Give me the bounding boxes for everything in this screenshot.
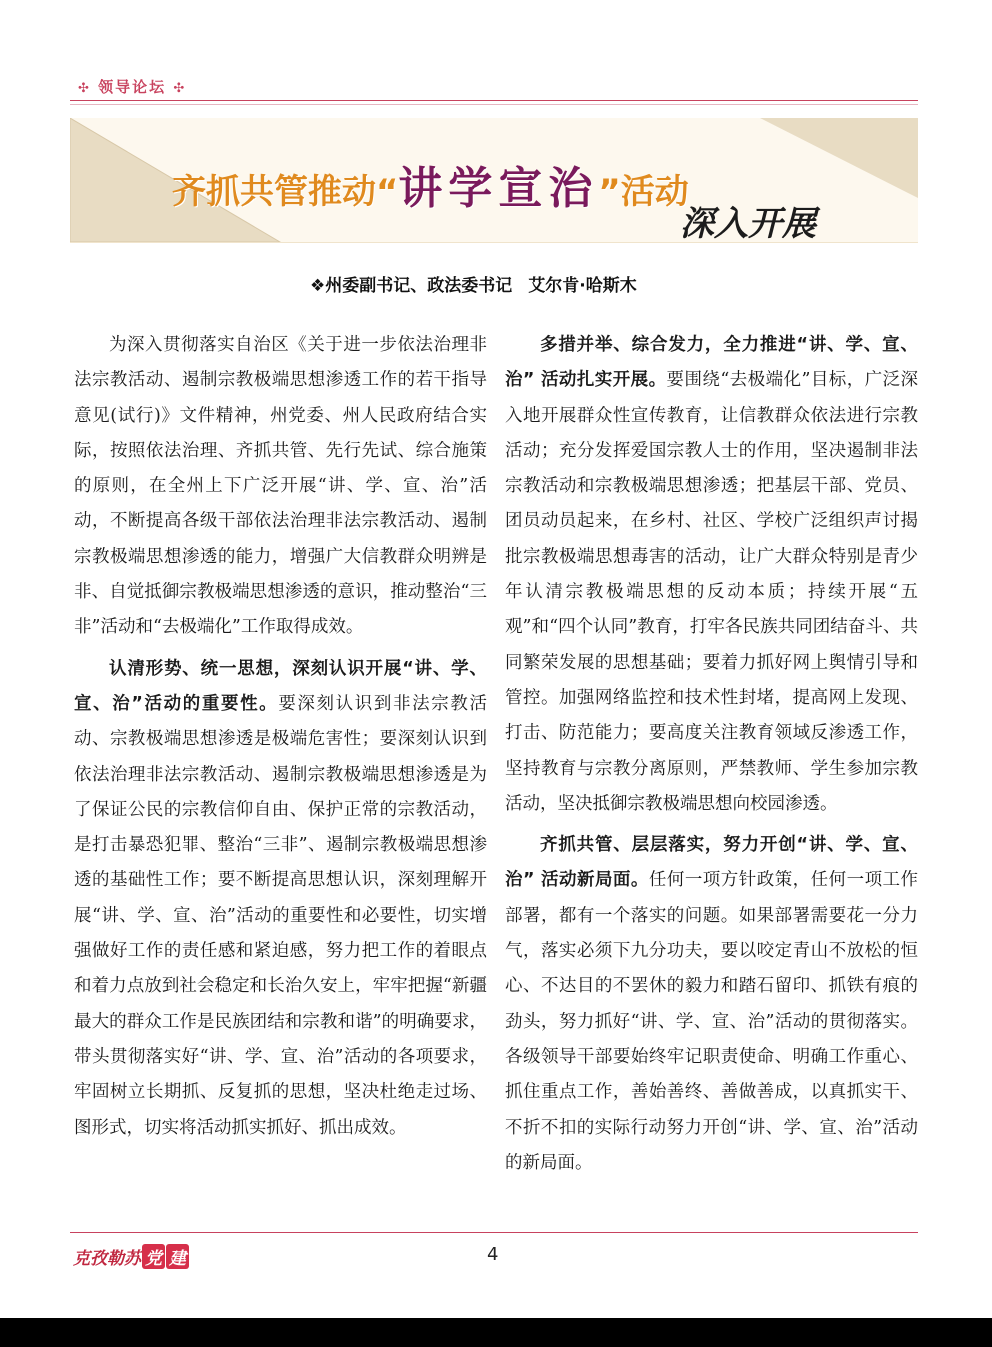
- paragraph-text: 任何一项方针政策，任何一项工作部署，都有一个落实的问题。如果部署需要花一分力气，落实必须下九分功夫，要以咬定青山不放松的恒心、不达目的不罢休的毅力和踏石留印、抓铁有痕的劲头，努力抓好“讲、学、宣、治”活动的贯彻落实。各级领导干部要始终牢记职责使命、明确工作重心、抓住重点工作，善始善终、善做善成，以真抓实干、不折不扣的实际行动努力开创“讲、学、宣、治”活动的新局面。: [505, 870, 919, 1173]
- logo-text: 克孜勒苏: [73, 1249, 141, 1269]
- diamond-icon: ❖: [310, 276, 326, 296]
- paragraph-lead: 齐抓共管、层层落实，努力开创“讲、学、宣、治” 活动新局面。: [505, 835, 918, 891]
- title-part1: 齐抓共管推动“: [172, 172, 399, 212]
- title-part2: ”活动: [598, 172, 689, 212]
- byline: [310, 271, 637, 296]
- paragraph-text: 要围绕“去极端化”目标，广泛深入地开展群众性宣传教育，让信教群众依法进行宗教活动；充分发挥爱国宗教人士的作用，坚决遏制非法宗教活动和宗教极端思想渗透；把基层干部、党员、团员动员起来，在乡村、社区、学校广泛组织声讨揭批宗教极端思想毒害的活动，让广大群众特别是青少年认清宗教极端思想的反动本质；持续开展“五观”和“四个认同”教育，打牢各民族共同团结奋斗、共同繁荣发展的思想基础；要着力抓好网上舆情引导和管控。加强网络监控和技术性封堵，提高网上发现、打击、防范能力；要高度关注教育领域反渗透工作，坚持教育与宗教分离原则，严禁教师、学生参加宗教活动，坚决抵御宗教极端思想向校园渗透。: [505, 370, 918, 814]
- logo-highlight: 建: [166, 1244, 189, 1269]
- page-number: 4: [487, 1244, 499, 1265]
- author-name: 艾尔肯·哈斯木: [528, 276, 637, 296]
- title-emphasis: 讲学宣治: [398, 163, 599, 214]
- paragraph: [505, 328, 918, 822]
- paragraph-lead: 多措并举、综合发力，全力推进“讲、学、宣、治” 活动扎实开展。: [505, 335, 918, 391]
- banner-triangle-right: [760, 118, 918, 198]
- scan-border: [0, 1318, 992, 1347]
- right-column: [505, 328, 918, 1187]
- header-divider: [70, 100, 918, 101]
- paragraph-lead: 认清形势、统一思想，深刻认识开展“讲、学、宣、治”活动的重要性。: [74, 658, 487, 714]
- paragraph-text: 为深入贯彻落实自治区《关于进一步依法治理非法宗教活动、遏制宗教极端思想渗透工作的若干指导意见(试行)》文件精神，州党委、州人民政府结合实际，按照依法治理、齐抓共管、先行先试、综合施策的原则，在全州上下广泛开展“讲、学、宣、治”活动，不断提高各级干部依法治理非法宗教活动、遏制宗教极端思想渗透的能力，增强广大信教群众明辨是非、自觉抵御宗教极端思想渗透的意识，推动整治“三非”活动和“去极端化”工作取得成效。: [74, 335, 487, 638]
- article-title-line2: 深入开展: [680, 204, 816, 244]
- header-divider-thin: [70, 104, 918, 105]
- ornament-icon: ✣: [173, 81, 187, 96]
- ornament-icon: ✣: [78, 81, 91, 96]
- paragraph: [74, 328, 487, 646]
- author-position: 州委副书记、政法委书记: [325, 276, 513, 296]
- section-title: 领导论坛: [98, 78, 167, 96]
- footer-divider: [70, 1232, 918, 1233]
- left-column: [74, 328, 487, 1152]
- paragraph-text: 要深刻认识到非法宗教活动、宗教极端思想渗透是极端危害性；要深刻认识到依法治理非法宗教活动、遏制宗教极端思想渗透是为了保证公民的宗教信仰自由、保护正常的宗教活动，是打击暴恐犯罪、整治“三非”、遏制宗教极端思想渗透的基础性工作；要不断提高思想认识，深刻理解开展“讲、学、宣、治”活动的重要性和必要性，切实增强做好工作的责任感和紧迫感，努力把工作的着眼点和着力点放到社会稳定和长治久安上，牢牢把握“新疆最大的群众工作是民族团结和宗教和谐”的明确要求，带头贯彻落实好“讲、学、宣、治”活动的各项要求，牢固树立长期抓、反复抓的思想，坚决杜绝走过场、图形式，切实将活动抓实抓好、抓出成效。: [74, 693, 487, 1138]
- paragraph: [74, 652, 487, 1146]
- paragraph: [505, 828, 918, 1181]
- publication-logo: [73, 1244, 189, 1269]
- section-label: [78, 76, 186, 97]
- article-title: [172, 152, 689, 216]
- logo-highlight: 党: [142, 1244, 165, 1269]
